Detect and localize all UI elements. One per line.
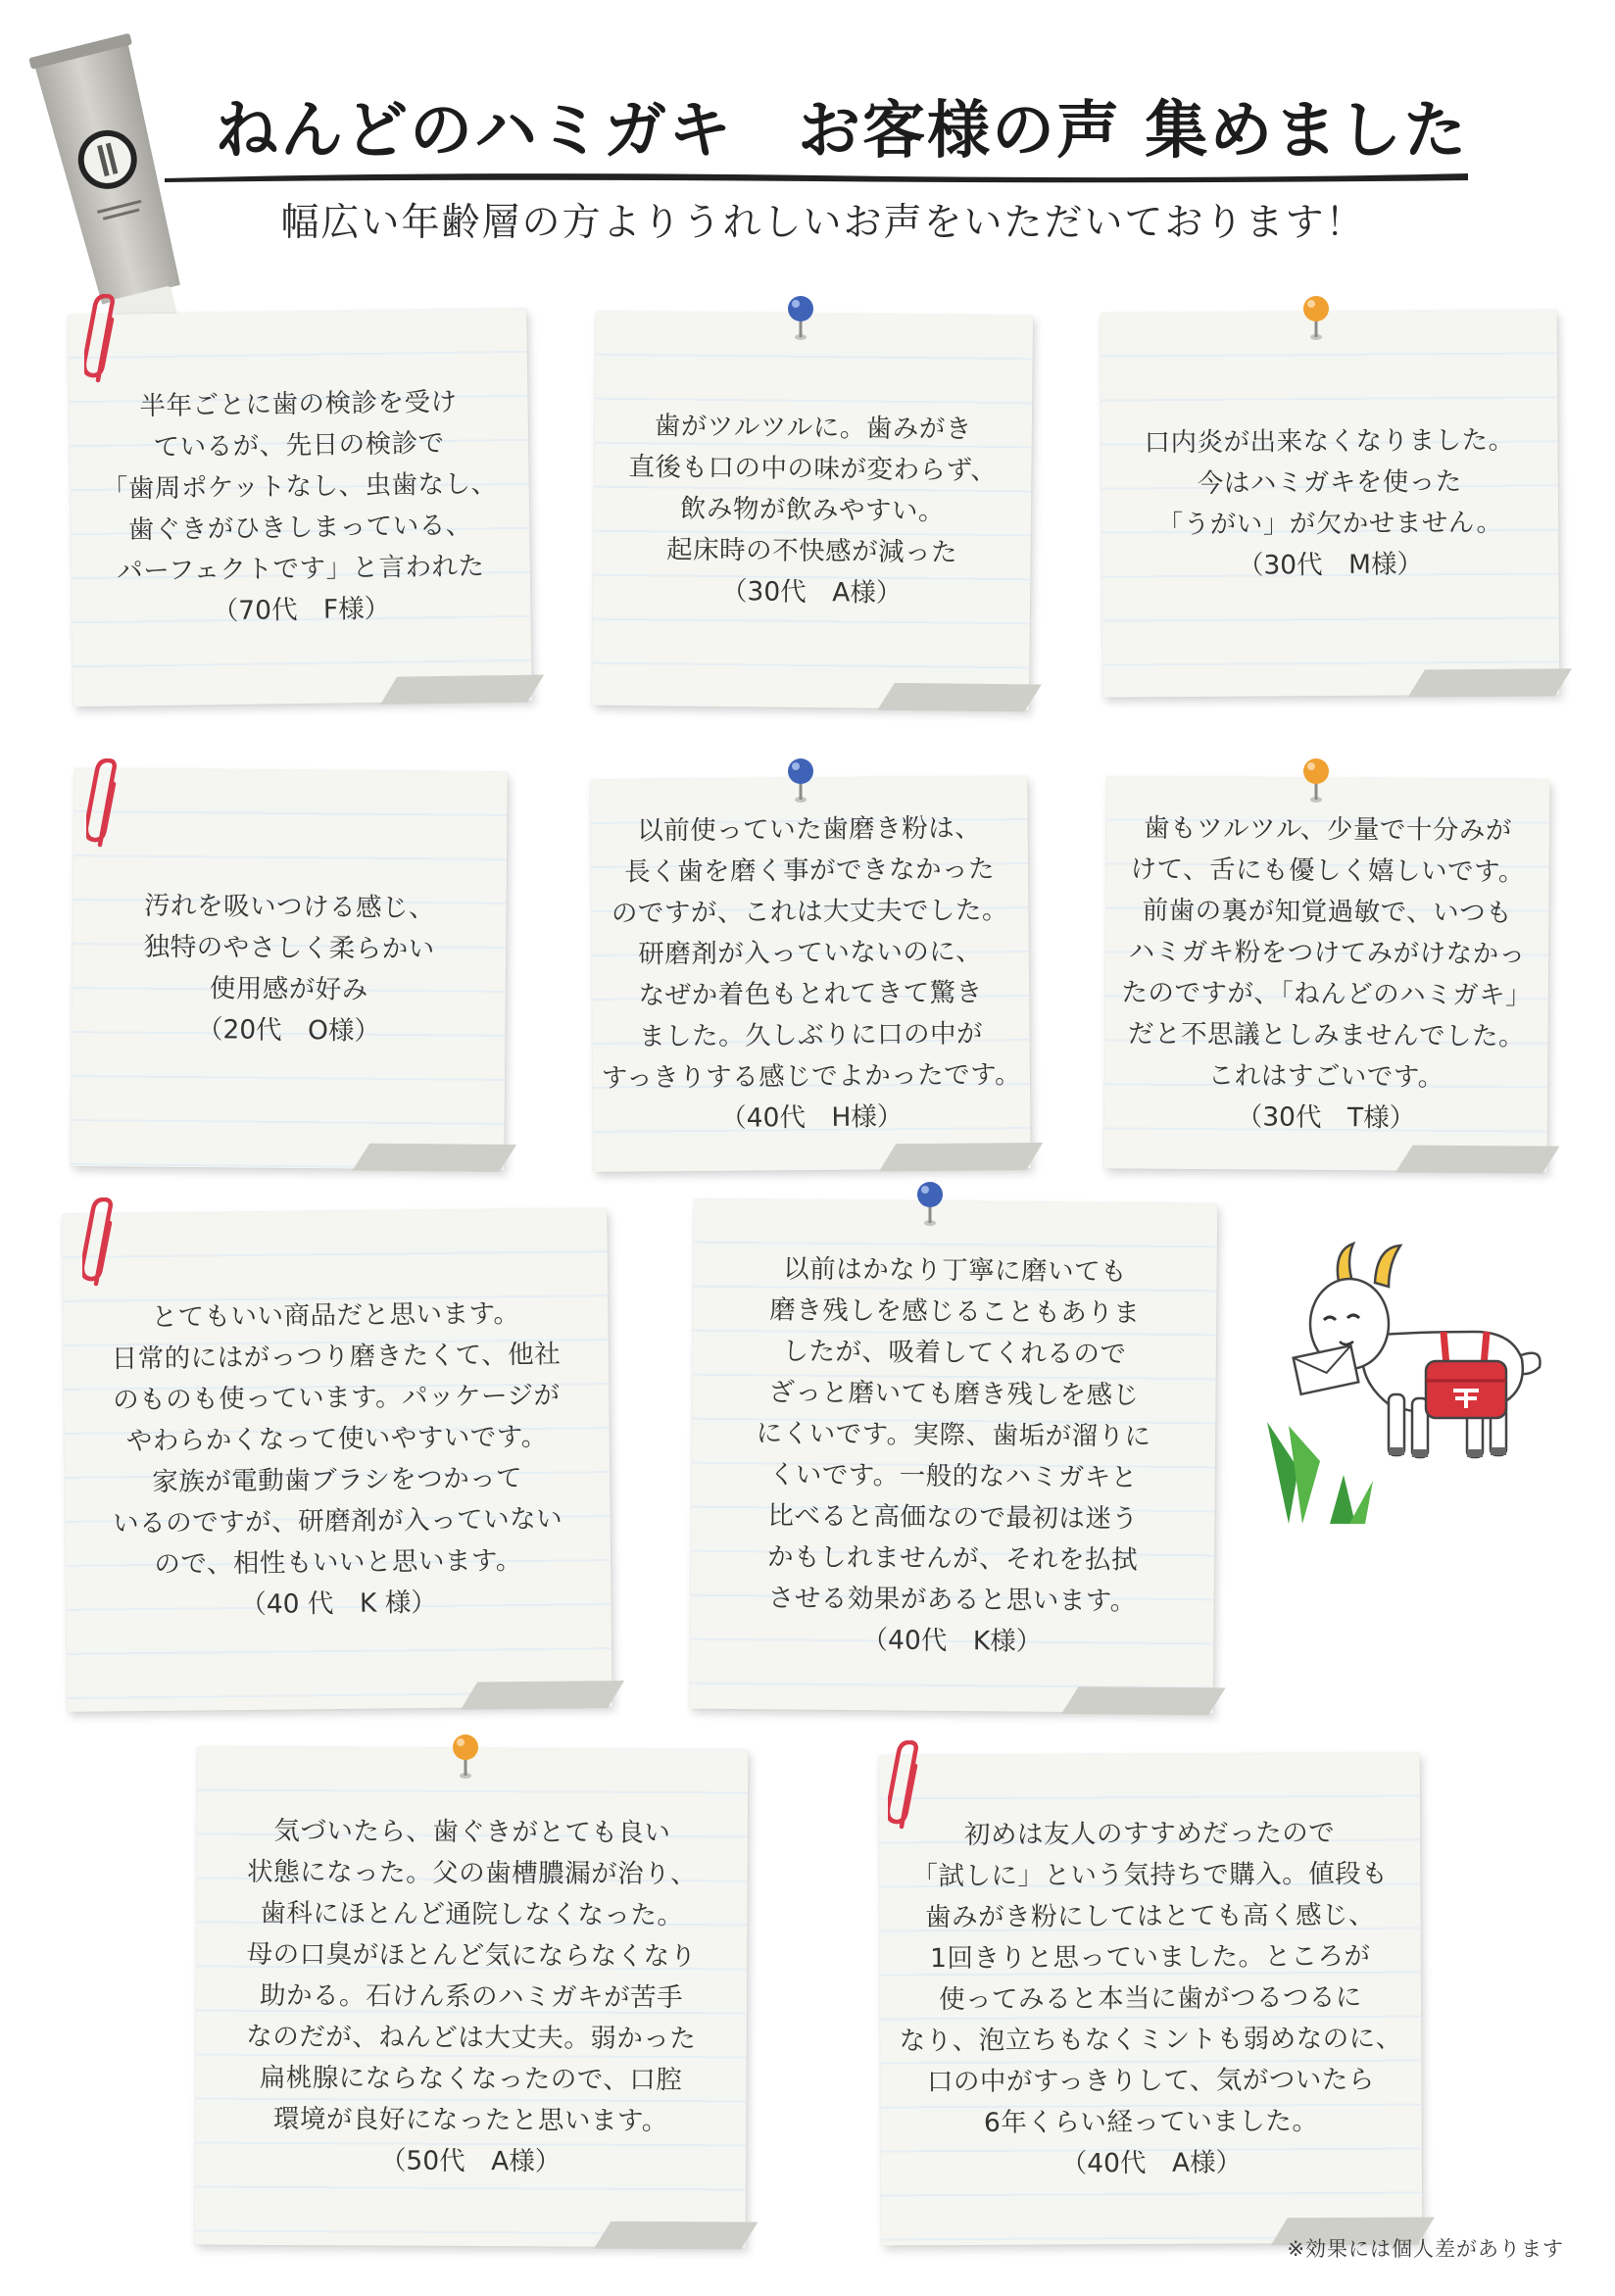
- testimonial-signature: （40代 H様）: [720, 1101, 904, 1134]
- pushpin-icon: [1299, 294, 1333, 343]
- testimonial-text: 半年ごとに歯の検診を受け ているが、先日の検診で 「歯周ポケットなし、虫歯なし、 歯ぐきがひきしまっている、 パーフェクトです」と言われた: [101, 386, 498, 587]
- title-underline: [165, 167, 1468, 188]
- testimonial-card: [590, 776, 1030, 1172]
- testimonial-card: [1104, 776, 1550, 1171]
- testimonial-text: 汚れを吸いつける感じ、 独特のやさしく柔らかい 使用感が好み: [143, 890, 436, 1005]
- testimonial-signature: （20代 O様）: [196, 1014, 381, 1047]
- testimonial-card: [1101, 310, 1560, 697]
- testimonial-text: 以前使っていた歯磨き粉は、 長く歯を磨く事ができなかった のですが、これは大丈夫でした。 研磨剤が入っていないのに、 なぜか着色もとれてきて驚き ました。久しぶりに口の中が すっきりする感じでよかったです。: [601, 812, 1022, 1094]
- pushpin-icon: [784, 757, 817, 806]
- testimonial-card: [71, 768, 508, 1170]
- pushpin-icon: [913, 1180, 947, 1229]
- disclaimer-note: ※効果には個人差があります: [1287, 2237, 1564, 2261]
- testimonial-text: 初めは友人のすすめだったので 「試しに」という気持ちで購入。値段も 歯みがき粉にしてはとても高く感じ、 1回きりと思っていました。ところが 使ってみると本当に歯がつるつるに なり、泡立ちもなくミントも弱めなのに、 口の中がすっきりして、気がついたら 6年くらい経っていました。: [899, 1818, 1402, 2138]
- testimonial-signature: （30代 T様）: [1236, 1101, 1416, 1134]
- testimonial-text: 歯がツルツルに。歯みがき 直後も口の中の味が変わらず、 飲み物が飲みやすい。 起床時の不快感が減った: [628, 411, 998, 568]
- testimonial-signature: （70代 F様）: [212, 593, 391, 627]
- paperclip-icon: [84, 294, 125, 384]
- testimonial-card: [68, 309, 532, 707]
- testimonial-card: [195, 1747, 749, 2248]
- testimonial-card: [62, 1208, 612, 1712]
- testimonial-text: 歯もツルツル、少量で十分みが けて、舌にも優しく嬉しいです。 前歯の裏が知覚過敏で、いつも ハミガキ粉をつけてみがけなかっ たのですが、「ねんどのハミガキ」 だと不思議としみませんでした。 これはすごいです。: [1121, 812, 1533, 1093]
- testimonial-signature: （40代 K様）: [861, 1625, 1043, 1657]
- paperclip-icon: [888, 1740, 929, 1831]
- testimonial-text: 気づいたら、歯ぐきがとても良い 状態になった。父の歯槽膿漏が治り、 歯科にほとんど通院しなくなった。 母の口臭がほとんど気にならなくなり 助かる。石けん系のハミガキが苦手 なのだが、ねんどは大丈夫。弱かった 扁桃腺にならなくなったので、口腔 環境が良好になったと思います。: [246, 1815, 698, 2137]
- goat-mail-carrier-icon: [1259, 1230, 1573, 1563]
- testimonial-signature: （50代 A様）: [379, 2145, 562, 2177]
- testimonial-signature: （40 代 K 様）: [240, 1587, 437, 1621]
- page-title: ねんどのハミガキ お客様の声 集めました: [216, 95, 1469, 168]
- paperclip-icon: [82, 1197, 123, 1288]
- testimonial-text: 口内炎が出来なくなりました。 今はハミガキを使った 「うがい」が欠かせません。: [1144, 424, 1515, 541]
- testimonial-signature: （30代 A様）: [720, 576, 903, 609]
- testimonial-text: とてもいい商品だと思います。 日常的にはがっつり磨きたくて、他社 のものも使っています。パッケージが やわらかくなって使いやすいです。 家族が電動歯ブラシをつかって いるのですが、研磨剤が入っていない ので、相性もいいと思います。: [111, 1298, 563, 1580]
- testimonial-card: [879, 1753, 1423, 2246]
- testimonial-text: 以前はかなり丁寧に磨いても 磨き残しを感じることもありま したが、吸着してくれるので ざっと磨いても磨き残しを感じ にくいです。実際、歯垢が溜りに くいです。一般的なハミガキと 比べると高価なので最初は迷う かもしれませんが、それを払拭 させる効果があると思います。: [756, 1253, 1151, 1617]
- page-subtitle: 幅広い年齢層の方よりうれしいお声をいただいております！: [280, 201, 1366, 245]
- testimonial-card: [592, 312, 1033, 710]
- pushpin-icon: [1299, 757, 1333, 806]
- testimonial-signature: （30代 M様）: [1237, 549, 1424, 581]
- paperclip-icon: [86, 758, 127, 849]
- pushpin-icon: [449, 1733, 482, 1782]
- pushpin-icon: [784, 294, 817, 343]
- testimonial-card: [690, 1199, 1218, 1714]
- testimonial-signature: （40代 A様）: [1060, 2147, 1243, 2179]
